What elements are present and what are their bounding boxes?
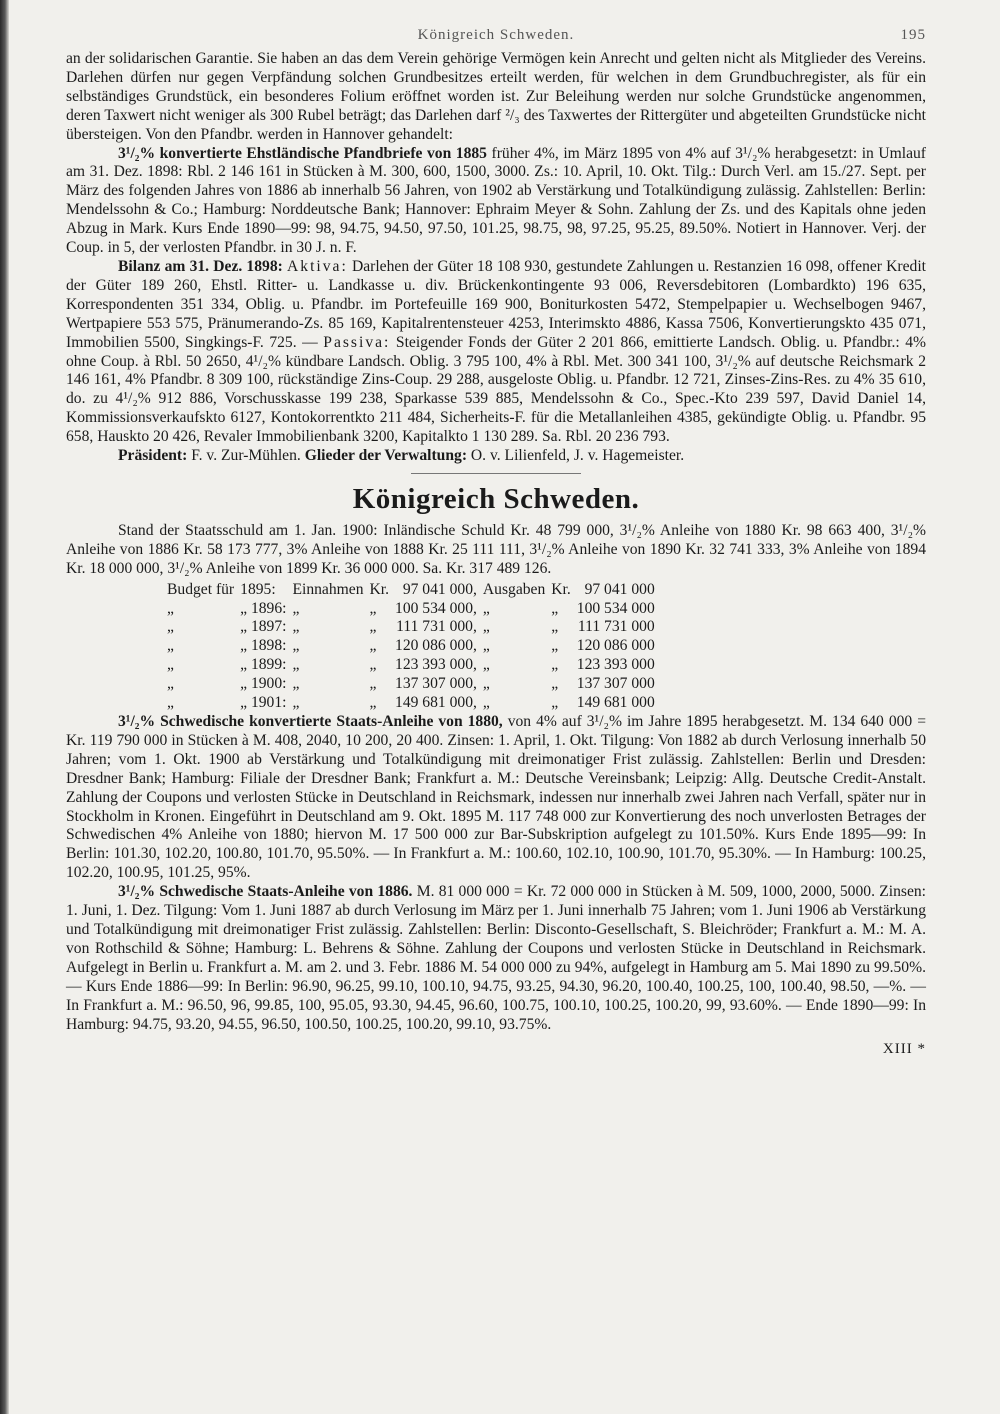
budget-income-label: „: [292, 618, 300, 636]
running-title: Königreich Schweden.: [417, 27, 575, 43]
budget-expense-currency: Kr.: [551, 580, 571, 598]
budget-expense-label: „: [482, 675, 490, 693]
budget-income: 111 731 000,: [396, 618, 477, 636]
budget-expense: 120 086 000: [576, 637, 655, 655]
budget-year: 1895:: [240, 580, 276, 598]
budget-row: [164, 675, 658, 694]
budget-expense-label: „: [482, 618, 490, 636]
president-label: Präsident:: [118, 447, 188, 465]
paragraph-loan-1886: [66, 883, 926, 1034]
budget-income: 100 534 000,: [395, 599, 477, 617]
loan-1886-text: M. 81 000 000 = Kr. 72 000 000 in Stücken à M. 509, 1000, 2000, 5000. Zinsen: 1. Juni, 1. Dez. Tilgung: Vom 1. Juni 1887 ab durch Verlosung im März per 1. Juni innerhalb 75 Jahren; vom 1. Juni 1906 ab Verstärkung und Totalkündigung mit dreimonatiger Frist zulässig. Zahlstellen: Berlin: Disconto-Gesellschaft, S. Bleichröder; Frankfurt a. M.: M. A. von Rothschild & Söhne; Hamburg: L. Behrens & Söhne. Zahlung der Coupons und verlosten Stücke in Deutschland in Reichsmark. Aufgelegt in Berlin u. Frankfurt a. M. am 2. und 3. Febr. 1886 M. 54 000 000 zu 94%, aufgelegt in Hamburg am 5. Mai 1890 zu 99.50%. — Kurs Ende 1886—99: In Berlin: 96.90, 96.25, 99.10, 100.10, 94.75, 93.25, 94.30, 96.20, 100.40, 100.25, 100, 100.40, 98.50, —%. — In Frankfurt a. M.: 96.50, 96, 99.85, 100, 95.05, 93.30, 94.45, 96.60, 100.75, 100.10, 100.25, 100.20, 99, 93.60%. — Ende 1890—99: In Hamburg: 94.75, 93.20, 94.55, 96.50, 100.50, 100.25, 100.20, 99.10, 93.75%.: [66, 883, 926, 1033]
assets-label: Aktiva:: [287, 257, 348, 275]
budget-income-currency: Kr.: [369, 580, 390, 598]
loan-1886-title: 3¹/₂% Schwedische Staats-Anleihe von 1886.: [118, 883, 413, 901]
budget-expense: 123 393 000: [576, 656, 655, 674]
budget-expense-currency: „: [551, 656, 559, 674]
budget-income: 120 086 000,: [395, 637, 477, 655]
section-divider: [411, 473, 581, 474]
budget-income-label: „: [292, 656, 300, 674]
budget-expense: 100 534 000: [576, 599, 655, 617]
loan-1880-text: von 4% auf 3¹/₂% im Jahre 1895 herabgesetzt. M. 134 640 000 = Kr. 119 790 000 in Stücken à M. 408, 2040, 10 200, 20 400. Zinsen: 1. April, 1. Okt. Tilgung: Von 1882 ab durch Verlosung innerhalb 50 Jahren; vom 1. Okt. 1900 ab Verstärkung und Totalkündigung mit dreimonatiger Frist zulässig. Zahlstellen: Berlin und Dresden: Dresdner Bank; Hamburg: Filiale der Dresdner Bank; Frankfurt a. M.: Deutsche Vereinsbank; Leipzig: Allg. Deutsche Credit-Anstalt. Zahlung der Coupons und verlosten Stücke in Deutschland in Reichsmark, indessen nur innerhalb zwei Jahren nach Verfall, später nur in Stockholm in Kronen. Eingeführt in Deutschland am 9. Okt. 1895 M. 117 748 000 zur Konvertierung des noch unverlosten Betrages der Schwedischen 4% Anleihe von 1880; hiervon M. 17 500 000 zur Bar-Subskription aufgelegt zu 101.50%. Kurs Ende 1895—99: In Berlin: 101.30, 102.20, 100.80, 101.70, 95.50%. — In Frankfurt a. M.: 100.60, 102.10, 100.90, 101.70, 95.30%. — In Hamburg: 100.25, 102.20, 100.95, 101.25, 95%.: [66, 713, 926, 882]
bond-text: früher 4%, im März 1895 von 4% auf 3¹/₂% herabgesetzt: in Umlauf am 31. Dez. 1898: Rbl. 2 146 161 in Stücken à M. 300, 600, 1500, 3000. Zs.: 10. April, 10. Okt. Tilg.: Durch Verl. am 15./27. Sept. per März des folgenden Jahres von 1886 ab innerhalb 56 Jahren, von 1902 ab Verstärkung und Totalkündigung zulässig. Zahlstellen: Berlin: Mendelssohn & Co.; Hamburg: Norddeutsche Bank; Hannover: Ephraim Meyer & Sohn. Zahlung der Zs. und des Kapitals ohne jeden Abzug in Mark. Kurs Ende 1890—99: 98, 94.75, 94.50, 97.50, 101.25, 98.75, 98, 97.25, 95.25, 89.50%. Notiert in Hannover. Verj. der Coup. in 5, der verlosten Pfandbr. in 30 J. n. F.: [66, 144, 926, 257]
paragraph-ehstland-bonds: [66, 145, 926, 258]
budget-row: [164, 581, 658, 600]
budget-label: „: [167, 675, 174, 693]
budget-expense-label: „: [482, 599, 490, 617]
budget-year: „ 1897:: [240, 618, 287, 636]
budget-expense-currency: „: [551, 599, 559, 617]
budget-year: „ 1899:: [240, 656, 287, 674]
liabilities-text: Steigender Fonds der Güter 2 201 866, emittierte Landsch. Oblig. u. Pfandbr.: 4% ohne Coup. à Rbl. 50 2650, 4¹/₂% kündbare Landsch. Oblig. 3 795 100, 4% à Rbl. Met. 300 341 100, 3¹/₂% auf deutsche Reichsmark 2 146 161, 4% Pfandbr. 8 309 100, rückständige Zins-Coup. 29 288, ausgeloste Oblig. u. Pfandbr. 12 721, Zinses-Zins-Res. zu 4% 35 610, do. zu 4¹/₂% 912 886, Vorschusskasse 199 238, Sparkasse 539 885, Mendelssohn & Co., Spec.-Kto 239 597, David Daniel 14, Kommissionsverkaufskto 6127, Kontokorrentkto 211 484, Sicherheits-F. für die Metallanleihen 4385, gekündigte Oblig. u. Pfandbr. 95 658, Hauskto 20 426, Revaler Immobilienbank 3200, Kapitalkto 1 130 289. Sa. Rbl. 20 236 793.: [66, 333, 926, 446]
section-title: Königreich Schweden.: [352, 482, 640, 515]
paragraph-loan-1880: [66, 713, 926, 883]
budget-expense: 149 681 000: [576, 694, 655, 712]
budget-label: Budget für: [167, 580, 235, 598]
budget-income-label: „: [292, 637, 300, 655]
budget-income: 149 681 000,: [395, 694, 477, 712]
budget-income-currency: „: [369, 618, 377, 636]
board-names: O. v. Lilienfeld, J. v. Hagemeister.: [467, 447, 685, 465]
document-page: [66, 26, 926, 1059]
balance-title: Bilanz am 31. Dez. 1898:: [118, 257, 283, 275]
paragraph-balance: [66, 258, 926, 447]
president-name: F. v. Zur-Mühlen.: [187, 447, 301, 465]
assets-text: Darlehen der Güter 18 108 930, gestundete Zahlungen u. Restanzien 16 098, offener Kredit der Güter 189 260, Ehstl. Ritter- u. Landkasse u. div. Brückenkontingente 93 006, Reversdebitoren (Lombardkto) 196 635, Korrespondenten 351 334, Oblig. u. Pfandbr. im Portefeuille 169 900, Boniturkosten 5472, Stempelpapier u. Wechselbogen 9467, Wertpapiere 553 575, Pränumerando-Zs. 85 169, Kapitalrentensteuer 4253, Interimskto 4886, Kassa 7506, Konvertierungskto 435 071, Immobilien 5500, Singkings-F. 725. —: [66, 257, 927, 351]
bond-title: 3¹/₂% konvertierte Ehstländische Pfandbriefe von 1885: [118, 144, 487, 162]
budget-expense-currency: „: [551, 637, 559, 655]
budget-row: [164, 656, 658, 675]
paragraph-state-debt: Stand der Staatsschuld am 1. Jan. 1900: Inländische Schuld Kr. 48 799 000, 3¹/₂% Anleihe von 1880 Kr. 98 663 400, 3¹/₂% Anleihe von 1886 Kr. 58 173 777, 3% Anleihe von 1888 Kr. 25 111 111, 3¹/₂% Anleihe von 1890 Kr. 32 741 333, 3% Anleihe von 1894 Kr. 18 000 000, 3¹/₂% Anleihe von 1899 Kr. 36 000 000. Sa. Kr. 317 489 126.: [66, 521, 926, 577]
paragraph-officers: [66, 447, 926, 466]
budget-year: „ 1898:: [240, 637, 287, 655]
page-number: 195: [900, 27, 926, 43]
budget-year: „ 1900:: [240, 675, 287, 693]
signature-mark: XIII *: [882, 1041, 926, 1058]
budget-row: [164, 618, 658, 637]
board-label: Glieder der Verwaltung:: [304, 447, 468, 465]
budget-income-currency: „: [369, 694, 377, 712]
budget-income-currency: „: [369, 675, 377, 693]
budget-income-currency: „: [369, 656, 377, 674]
budget-expense-label: „: [482, 637, 490, 655]
budget-income-label: „: [292, 694, 300, 712]
budget-row: [164, 694, 658, 713]
budget-expense-label: Ausgaben: [482, 580, 546, 598]
running-head: [66, 26, 926, 50]
budget-expense-label: „: [482, 694, 490, 712]
budget-expense: 97 041 000: [584, 580, 655, 598]
budget-label: „: [167, 694, 174, 712]
budget-income-label: Einnahmen: [292, 580, 364, 598]
paragraph-continuation: an der solidarischen Garantie. Sie haben an das dem Verein gehörige Vermögen kein Anrecht und gelten nicht als Mitglieder des Vereins. Darlehen dürfen nur gegen Verpfändung solchen Grundbesitzes erteilt werden, für welchen in dem Grundbuchregister, als für ein selbständiges Grundstück, ein besonderes Folium eröffnet worden ist. Zur Beleihung werden nur solche Grundstücke angenommen, deren Taxwert nicht weniger als 300 Rubel beträgt; das Darlehen darf ²/₃ des Taxwertes der Rittergüter und abgeteilten Grundstücke nicht übersteigen. Von den Pfandbr. werden in Hannover gehandelt:: [66, 50, 926, 143]
loan-1880-title: 3¹/₂% Schwedische konvertierte Staats-Anleihe von 1880,: [118, 713, 503, 730]
budget-year: „ 1896:: [240, 599, 287, 617]
budget-expense: 137 307 000: [576, 675, 655, 693]
budget-row: [164, 637, 658, 656]
budget-table: [164, 581, 658, 713]
liabilities-label: Passiva:: [323, 333, 391, 351]
budget-expense-currency: „: [551, 618, 559, 636]
budget-label: „: [167, 599, 174, 617]
scan-edge: [0, 0, 9, 1414]
budget-year: „ 1901:: [240, 694, 287, 712]
budget-label: „: [167, 656, 174, 674]
budget-income: 97 041 000,: [402, 580, 477, 598]
budget-expense-label: „: [482, 656, 490, 674]
budget-income-label: „: [292, 599, 300, 617]
budget-income-label: „: [292, 675, 300, 693]
budget-label: „: [167, 637, 174, 655]
budget-expense-currency: „: [551, 694, 559, 712]
budget-income: 123 393 000,: [395, 656, 477, 674]
budget-row: [164, 600, 658, 619]
budget-expense: 111 731 000: [577, 618, 655, 636]
budget-label: „: [167, 618, 174, 636]
budget-income-currency: „: [369, 637, 377, 655]
budget-income-currency: „: [369, 599, 377, 617]
budget-expense-currency: „: [551, 675, 559, 693]
budget-income: 137 307 000,: [395, 675, 477, 693]
